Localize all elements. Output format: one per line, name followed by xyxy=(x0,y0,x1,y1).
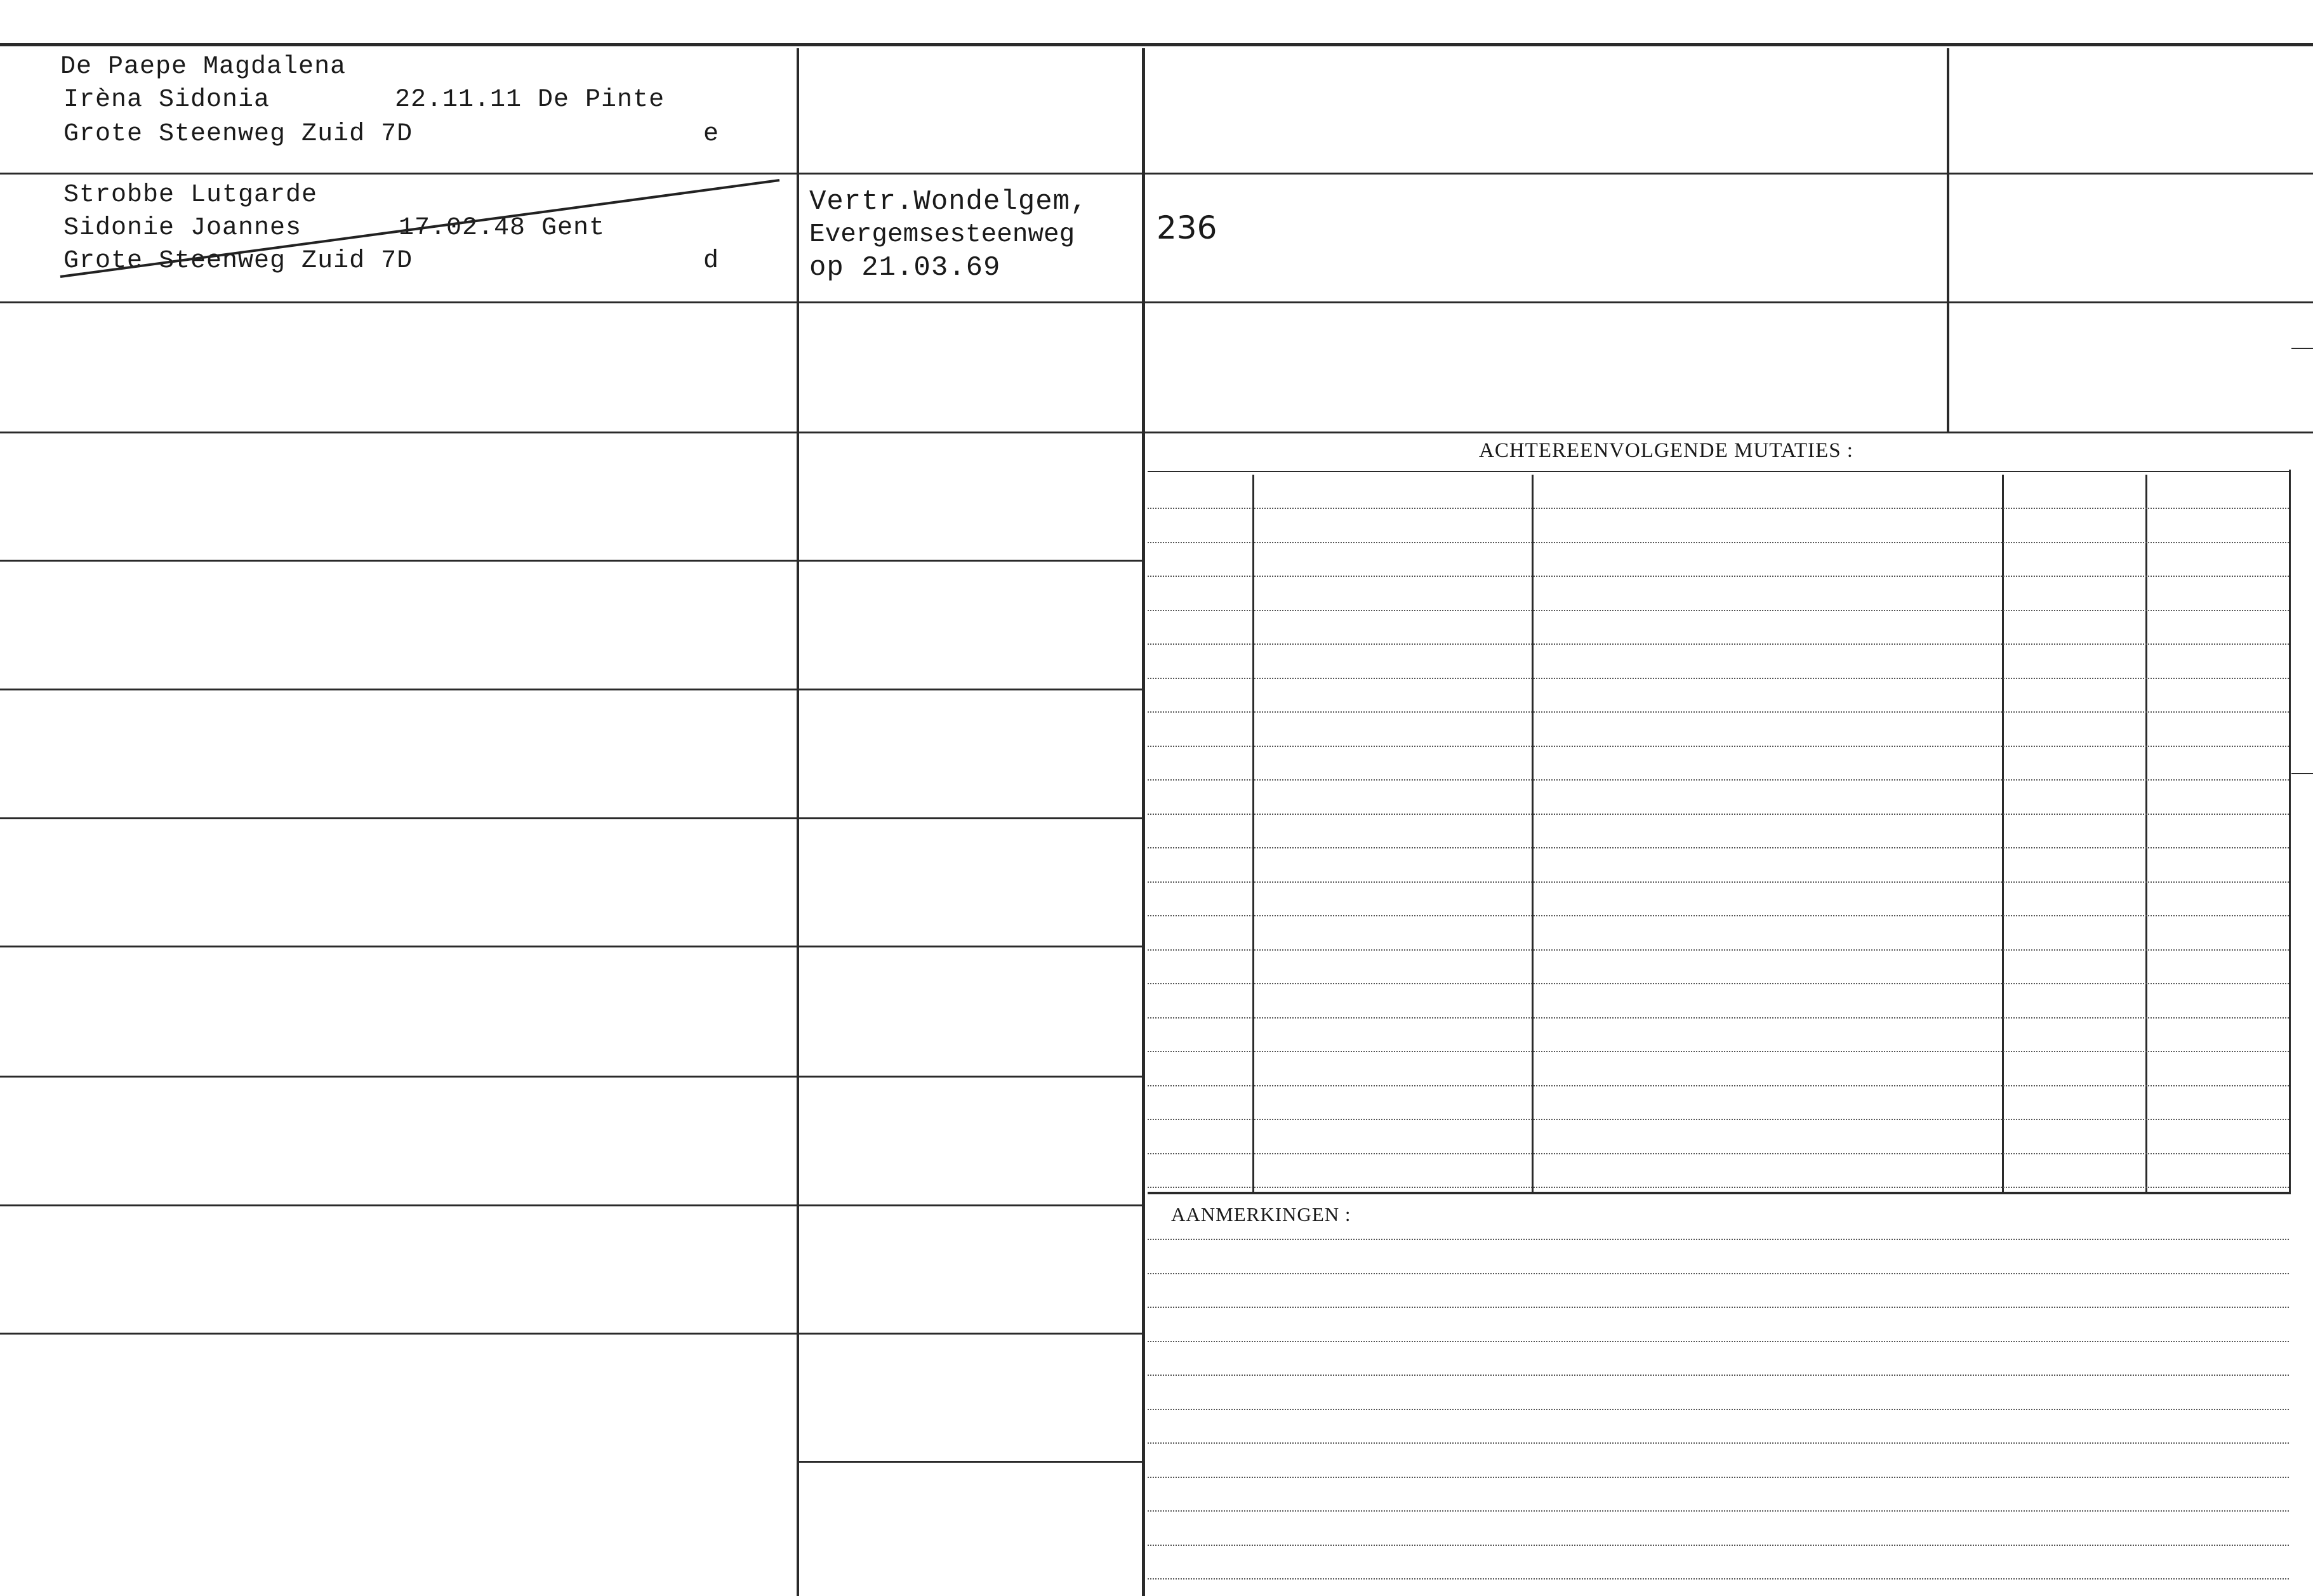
strike-through-line xyxy=(0,0,825,317)
remark-line xyxy=(1148,1545,2289,1546)
row-rule xyxy=(0,689,1143,690)
mutation-line xyxy=(1148,1187,2289,1188)
person-address: Grote Steenweg Zuid 7D xyxy=(63,247,413,275)
row-rule xyxy=(0,1333,1143,1335)
mutation-line xyxy=(1148,1017,2289,1019)
mutation-line xyxy=(1148,1153,2289,1154)
mutation-line xyxy=(1148,779,2289,781)
person-name: De Paepe Magdalena xyxy=(60,53,347,81)
column-divider-3 xyxy=(1947,48,1949,432)
handwritten-number: 236 xyxy=(1156,209,1217,246)
edge-tick xyxy=(2291,348,2313,349)
mutation-line xyxy=(1148,542,2289,543)
mutation-line xyxy=(1148,847,2289,848)
mutation-line xyxy=(1148,711,2289,713)
remark-line xyxy=(1148,1477,2289,1478)
remark-line xyxy=(1148,1409,2289,1410)
row-rule xyxy=(0,560,1143,562)
remark-line xyxy=(1148,1375,2289,1376)
mutation-line xyxy=(1148,678,2289,679)
row-rule xyxy=(0,946,1143,947)
remark-line xyxy=(1148,1510,2289,1512)
remark-line xyxy=(1148,1273,2289,1274)
person-given-names: Sidonie Joannes xyxy=(63,214,302,242)
right-edge xyxy=(2289,470,2291,1194)
mutation-line xyxy=(1148,643,2289,645)
mutation-line xyxy=(1148,508,2289,509)
mutations-title: ACHTEREENVOLGENDE MUTATIES : xyxy=(1479,439,1853,462)
mutation-line xyxy=(1148,746,2289,747)
remark-line xyxy=(1148,1307,2289,1308)
mutation-line xyxy=(1148,610,2289,611)
mutation-line xyxy=(1148,1085,2289,1086)
mutation-line xyxy=(1148,915,2289,916)
person-address: Grote Steenweg Zuid 7D xyxy=(63,120,413,148)
row-rule xyxy=(797,1461,1143,1463)
departure-line: op 21.03.69 xyxy=(809,252,1001,284)
mutation-line xyxy=(1148,576,2289,577)
row-rule xyxy=(0,1204,1143,1206)
remark-line xyxy=(1148,1239,2289,1240)
person-birth: 17.02.48 Gent xyxy=(399,214,606,242)
row-rule xyxy=(0,817,1143,819)
person-code: d xyxy=(703,247,720,275)
mutation-line xyxy=(1148,949,2289,951)
remark-line xyxy=(1148,1578,2289,1580)
mutations-grid-top xyxy=(1148,471,2290,472)
remark-line xyxy=(1148,1341,2289,1342)
mutation-line xyxy=(1148,881,2289,883)
mutation-line xyxy=(1148,1119,2289,1120)
row-rule xyxy=(0,432,1143,433)
departure-line: Vertr.Wondelgem, xyxy=(809,186,1088,218)
person-code: e xyxy=(703,120,720,148)
person-name: Strobbe Lutgarde xyxy=(63,181,318,209)
column-divider-2 xyxy=(1142,48,1145,1596)
row-rule xyxy=(1144,173,2313,175)
remarks-title: AANMERKINGEN : xyxy=(1171,1203,1351,1225)
row-rule xyxy=(0,1076,1143,1078)
mutation-line xyxy=(1148,814,2289,815)
mutations-grid-bottom xyxy=(1148,1192,2290,1194)
remark-line xyxy=(1148,1442,2289,1444)
edge-tick xyxy=(2291,773,2313,774)
mutations-top-rule xyxy=(1144,432,2313,433)
person-birth: 22.11.11 De Pinte xyxy=(395,86,665,114)
departure-line: Evergemsesteenweg xyxy=(809,220,1075,249)
mutation-line xyxy=(1148,983,2289,984)
person-given-names: Irèna Sidonia xyxy=(63,86,270,114)
row-rule xyxy=(1144,301,2313,303)
mutation-line xyxy=(1148,1051,2289,1052)
